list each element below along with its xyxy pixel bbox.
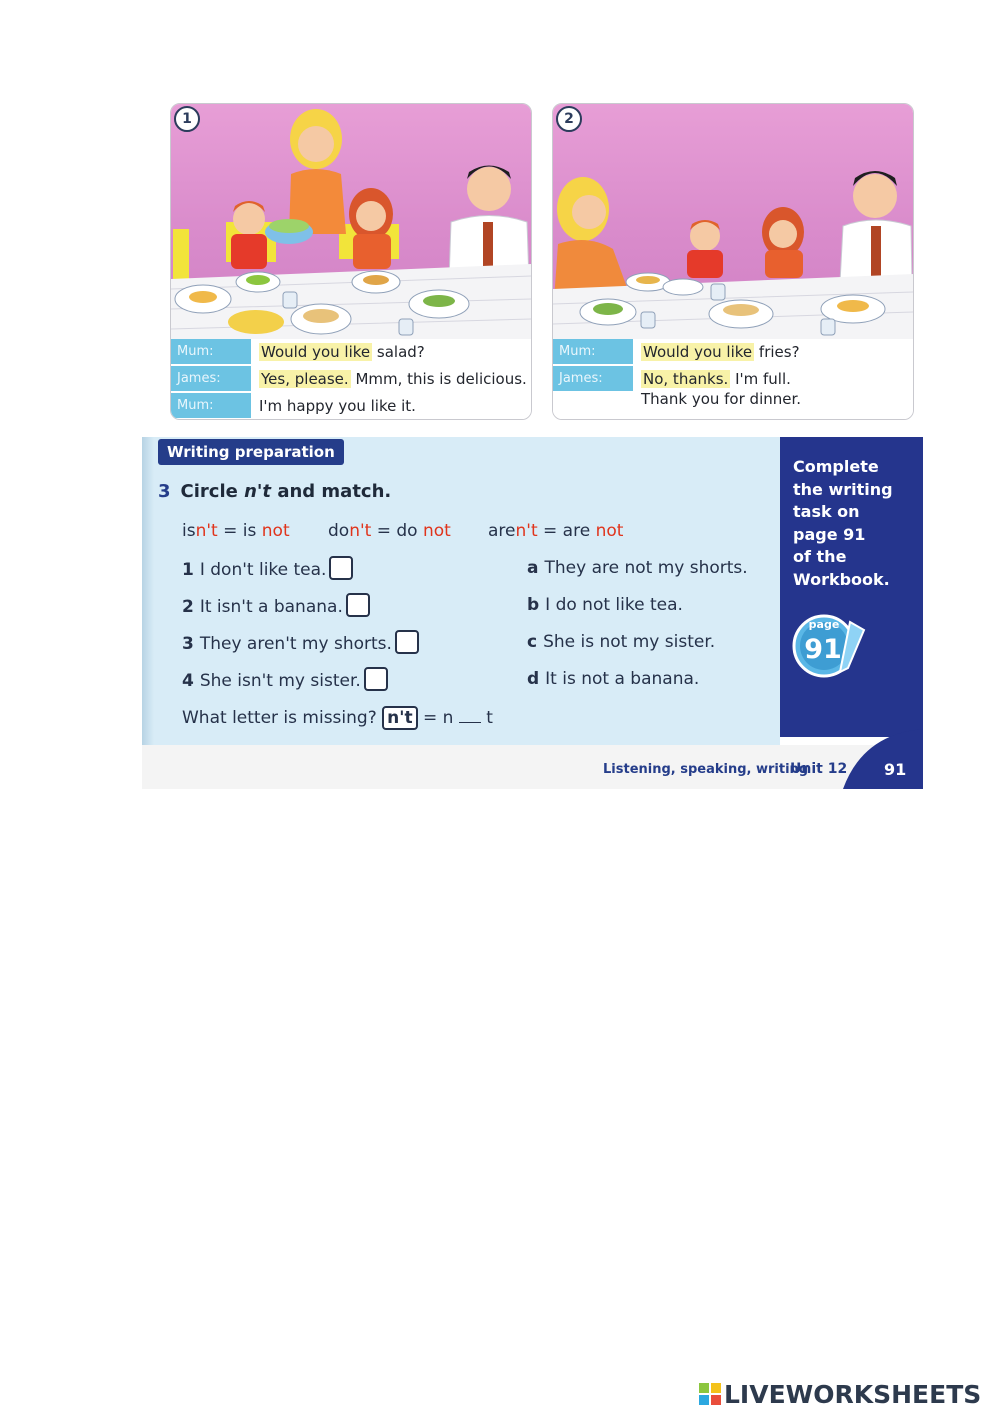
footer-topic: Listening, speaking, writing — [603, 762, 809, 777]
dialogue-line — [553, 339, 913, 365]
answer-box[interactable] — [329, 556, 353, 580]
dialogue-line — [553, 366, 913, 419]
question-item: 1 I don't like tea. — [182, 558, 353, 582]
answer-option: b I do not like tea. — [527, 595, 683, 615]
dialogue-line — [171, 366, 531, 392]
highlighted-phrase: Would you like — [643, 343, 753, 361]
missing-letter-question: What letter is missing? n't = n t — [182, 708, 493, 728]
answer-option: d It is not a banana. — [527, 669, 700, 689]
line-text: fries? — [754, 343, 800, 361]
dialogue-2 — [553, 339, 913, 419]
line-text: I'm full. — [730, 370, 791, 388]
liveworksheets-logo-icon — [698, 1382, 722, 1406]
instruction-text: Circle — [180, 481, 245, 502]
missing-letter-blank[interactable] — [459, 708, 481, 723]
highlighted-phrase: Yes, please. — [261, 370, 349, 388]
page-number-tab — [843, 729, 923, 789]
workbook-page-badge-icon — [790, 610, 870, 678]
section-tag: Writing preparation — [158, 439, 344, 465]
answer-box[interactable] — [395, 630, 419, 654]
speaker-label: Mum: — [553, 339, 633, 365]
speaker-label: Mum: — [171, 339, 251, 365]
badge-number: 91 — [804, 634, 842, 665]
dinner-illustration-2 — [553, 104, 913, 339]
line-text: salad? — [372, 343, 425, 361]
speaker-label: Mum: — [171, 393, 251, 419]
dinner-illustration-1 — [171, 104, 531, 339]
dialogue-panel-2 — [552, 103, 914, 420]
line-text: I'm happy you like it. — [259, 397, 416, 415]
exercise-number: 3 — [158, 481, 171, 502]
instruction-emphasis: n't — [244, 481, 272, 502]
page-number: 91 — [884, 760, 907, 779]
brand-name: LIVEWORKSHEETS — [724, 1379, 982, 1409]
badge-label: page — [808, 618, 840, 631]
panel-number-1: 1 — [174, 106, 200, 132]
contraction-rule: don't = do not — [328, 521, 451, 541]
question-item: 4 She isn't my sister. — [182, 669, 388, 693]
dialogue-line — [171, 339, 531, 365]
dialogue-panel-1 — [170, 103, 532, 420]
workbook-instruction: Complete the writing task on page 91 of the Workbook. — [793, 457, 893, 589]
answer-option: a They are not my shorts. — [527, 558, 748, 578]
contraction-box: n't — [382, 706, 417, 730]
highlighted-phrase: Would you like — [261, 343, 371, 361]
answer-box[interactable] — [346, 593, 370, 617]
line-text-continued: Thank you for dinner. — [641, 390, 802, 408]
instruction-text-end: and match. — [271, 481, 392, 502]
question-item: 3 They aren't my shorts. — [182, 632, 419, 656]
line-text: Mmm, this is delicious. — [350, 370, 527, 388]
contraction-rule: aren't = are not — [488, 521, 624, 541]
speaker-label: James: — [553, 366, 633, 392]
exercise-title — [158, 481, 391, 502]
question-item: 2 It isn't a banana. — [182, 595, 370, 619]
footer-unit: Unit 12 — [790, 761, 848, 777]
panel-number-2: 2 — [556, 106, 582, 132]
dialogue-1 — [171, 339, 531, 419]
page-gutter-shadow — [142, 437, 154, 745]
highlighted-phrase: No, thanks. — [643, 370, 729, 388]
liveworksheets-logo — [698, 1379, 981, 1409]
answer-box[interactable] — [364, 667, 388, 691]
answer-option: c She is not my sister. — [527, 632, 716, 652]
speaker-label: James: — [171, 366, 251, 392]
dialogue-line — [171, 393, 531, 419]
contraction-rule: isn't = is not — [182, 521, 290, 541]
